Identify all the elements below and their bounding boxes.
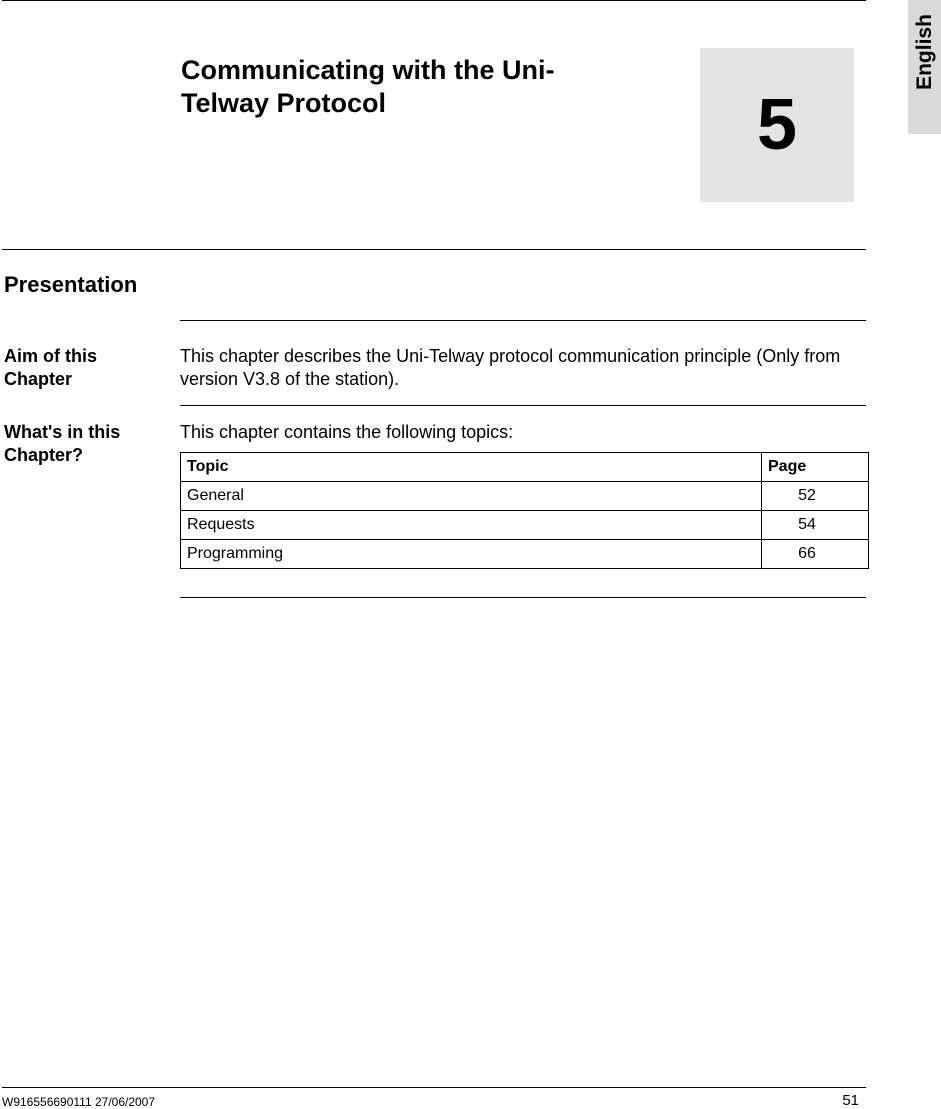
table-row[interactable] xyxy=(181,540,869,569)
chapter-title: Communicating with the Uni- Telway Protocol xyxy=(181,55,555,118)
top-rule xyxy=(2,0,866,1)
table-row[interactable] xyxy=(181,482,869,511)
topic-cell[interactable]: General xyxy=(181,482,762,511)
topic-cell[interactable]: Programming xyxy=(181,540,762,569)
page-cell: 66 xyxy=(762,540,869,569)
topic-column-header: Topic xyxy=(181,453,762,482)
page-cell: 54 xyxy=(762,511,869,540)
chapter-number-box xyxy=(700,48,854,202)
aim-label: Aim of this Chapter xyxy=(4,346,97,389)
contents-intro: This chapter contains the following topics: xyxy=(180,422,514,442)
contents-label: What's in this Chapter? xyxy=(4,422,121,465)
page-column-header: Page xyxy=(762,453,869,482)
aim-text: This chapter describes the Uni-Telway protocol communication principle (Only from version V3.8 of the station). xyxy=(180,346,841,389)
language-tab-label: English xyxy=(912,14,936,90)
section-title: Presentation xyxy=(4,272,138,297)
topics-table-header xyxy=(181,453,869,482)
footer-page-number: 51 xyxy=(842,1092,859,1109)
footer-rule xyxy=(2,1087,866,1088)
chapter-number: 5 xyxy=(756,85,798,165)
chapter-divider xyxy=(2,249,866,250)
table-row[interactable] xyxy=(181,511,869,540)
language-tab xyxy=(908,0,941,134)
section-end-divider xyxy=(180,597,866,598)
footer-doc-id: W916556690111 27/06/2007 xyxy=(2,1095,156,1109)
contents-divider xyxy=(180,405,866,406)
aim-divider xyxy=(180,320,866,321)
topics-table xyxy=(180,452,869,569)
page-cell: 52 xyxy=(762,482,869,511)
topic-cell[interactable]: Requests xyxy=(181,511,762,540)
